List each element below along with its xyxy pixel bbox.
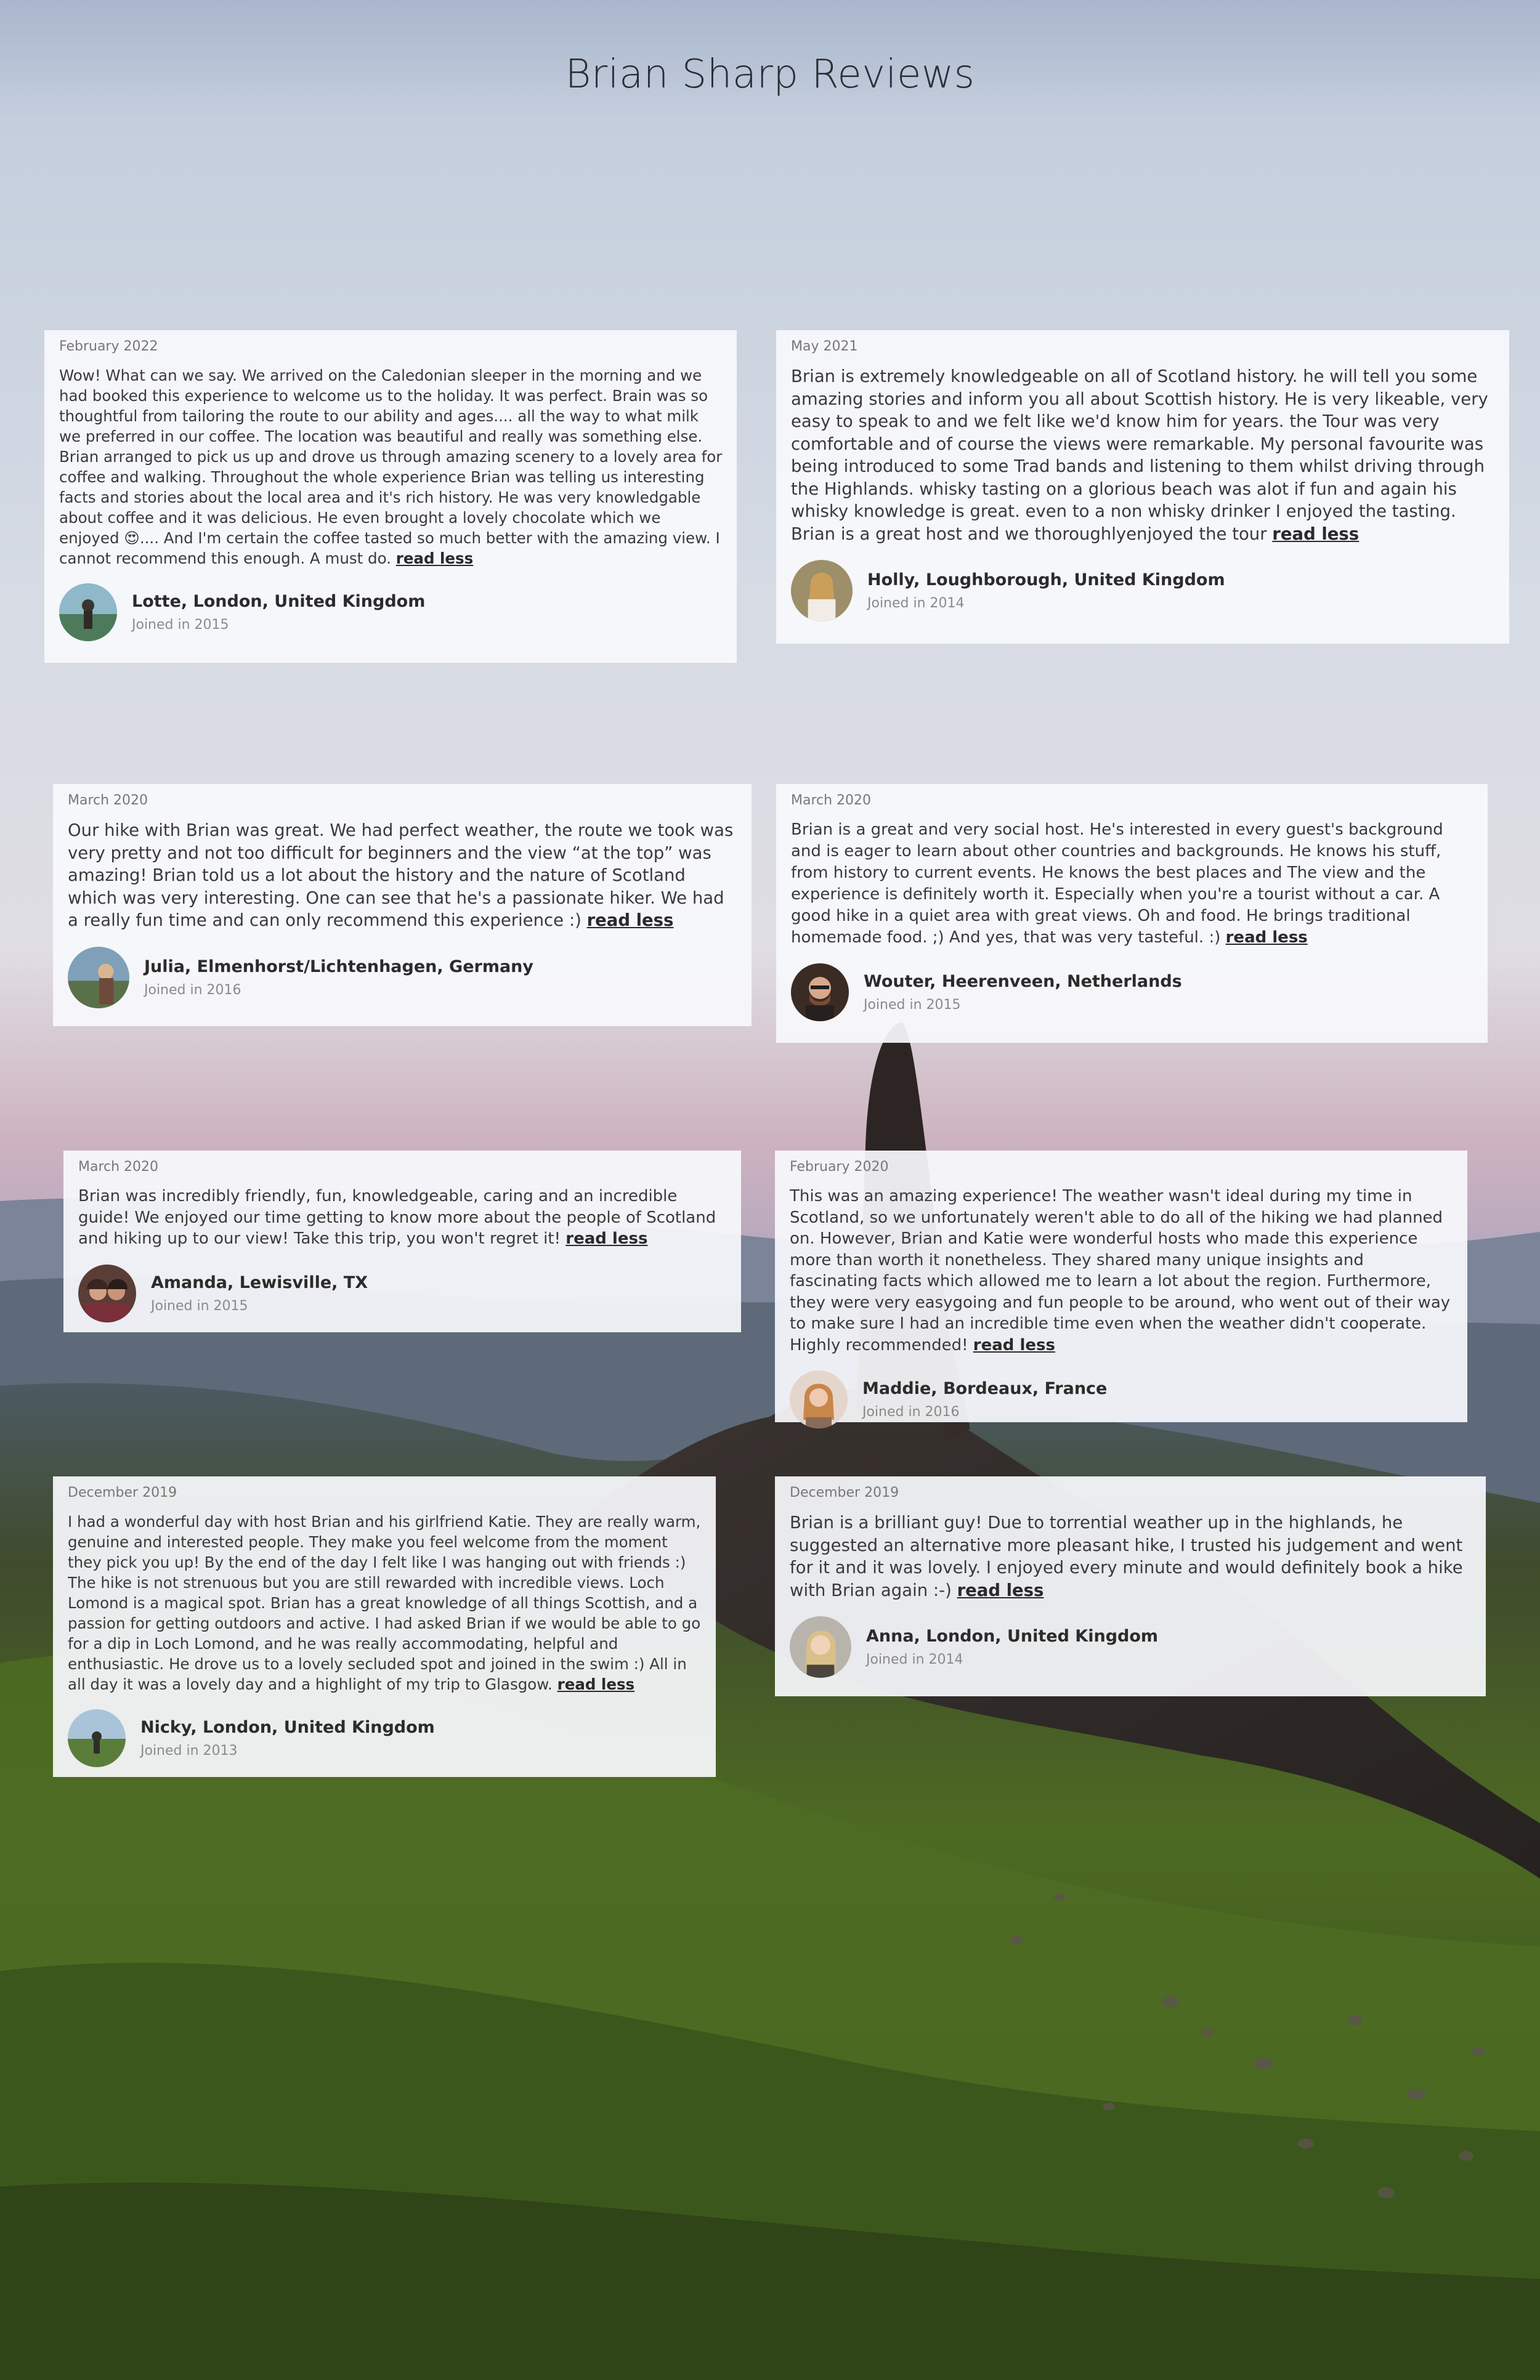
review-author	[68, 947, 738, 1008]
avatar[interactable]	[59, 583, 117, 641]
review-text: Brian is a great and very social host. He's interested in every guest's background and is eager to learn about other countries and backgrounds. He knows his stuff, from history to current events. He knows the best places and The view and the experience is definitely worth it. Especially when you're a tourist without a car. A good hike in a quiet area with great views. Oh and food. He brings traditional homemade food. ;) And yes, that was very tasteful. :) read less	[791, 820, 1443, 947]
avatar[interactable]	[790, 1370, 848, 1428]
review-card	[775, 1476, 1486, 1696]
author-name: Nicky, London, United Kingdom	[140, 1718, 435, 1737]
review-text: Brian was incredibly friendly, fun, knowledgeable, caring and an incredible guide! We enjoyed our time getting to know more about the people of Scotland and hiking up to our view! Take this trip, you won't regret it! read less	[78, 1187, 716, 1248]
review-date: December 2019	[790, 1485, 899, 1500]
review-date: March 2020	[78, 1159, 159, 1175]
review-author	[790, 1370, 1454, 1428]
review-card	[775, 1151, 1467, 1422]
author-name: Holly, Loughborough, United Kingdom	[867, 570, 1225, 589]
review-text: Brian is a brilliant guy! Due to torrential weather up in the highlands, he suggested an alternative more pleasant hike, I trusted his judgement and went for it and it was lovely. I enjoyed every minute and would definitely book a hike with Brian again :-) read less	[790, 1513, 1463, 1600]
read-less-link[interactable]: read less	[1272, 524, 1360, 544]
review-author	[790, 1616, 1472, 1678]
review-author	[59, 583, 723, 641]
author-joined: Joined in 2014	[866, 1652, 963, 1667]
review-author	[78, 1265, 727, 1322]
read-less-link[interactable]: read less	[1225, 928, 1308, 947]
author-name: Julia, Elmenhorst/Lichtenhagen, Germany	[144, 957, 533, 976]
avatar[interactable]	[68, 947, 129, 1008]
review-card	[53, 1476, 716, 1777]
review-author	[68, 1709, 702, 1767]
review-date: February 2020	[790, 1159, 889, 1175]
review-date: May 2021	[791, 339, 858, 354]
review-card	[776, 784, 1488, 1043]
review-author	[791, 963, 1474, 1021]
review-card	[44, 330, 737, 663]
author-joined: Joined in 2016	[144, 982, 241, 998]
read-less-link[interactable]: read less	[395, 549, 474, 567]
author-joined: Joined in 2016	[862, 1404, 960, 1420]
read-less-link[interactable]: read less	[973, 1335, 1055, 1354]
review-card	[63, 1151, 741, 1332]
review-date: February 2022	[59, 339, 158, 354]
author-name: Lotte, London, United Kingdom	[132, 592, 426, 611]
author-joined: Joined in 2015	[151, 1298, 248, 1314]
review-text: Brian is extremely knowledgeable on all of Scotland history. he will tell you some amazing stories and inform you all about Scottish history. He is very likeable, very easy to speak to and we felt like we'd know him for years. the Tour was very comfortable and of course the views were remarkable. My personal favourite was being introduced to some Trad bands and listening to them whilst driving through the Highlands. whisky tasting on a glorious beach was alot if fun and again his whisky knowledge is great. even to a non whisky drinker I enjoyed the tasting. Brian is a great host and we thoroughlyenjoyed the tour read less	[791, 366, 1488, 544]
review-date: March 2020	[68, 793, 148, 808]
author-joined: Joined in 2015	[864, 997, 961, 1013]
author-name: Anna, London, United Kingdom	[866, 1627, 1159, 1646]
author-name: Amanda, Lewisville, TX	[151, 1273, 368, 1292]
author-joined: Joined in 2015	[132, 617, 229, 633]
avatar[interactable]	[791, 560, 853, 621]
review-text: This was an amazing experience! The weather wasn't ideal during my time in Scotland, so we unfortunately weren't able to do all of the hiking we had planned on. However, Brian and Katie were wonderful hosts who made this experience more than worth it nonetheless. They shared many unique insights and fascinating facts which allowed me to learn a lot about the region. Furthermore, they were very easygoing and fun people to be around, who went out of their way to make sure I had an incredible time even when the weather didn't cooperate. Highly recommended! read less	[790, 1187, 1451, 1354]
avatar[interactable]	[78, 1265, 136, 1322]
avatar[interactable]	[790, 1616, 851, 1678]
review-text: Our hike with Brian was great. We had perfect weather, the route we took was very pretty and not too difficult for beginners and the view “at the top” was amazing! Brian told us a lot about the history and the nature of Scotland which was very interesting. One can see that he's a passionate hiker. We had a really fun time and can only recommend this experience :) read less	[68, 820, 734, 930]
read-less-link[interactable]: read less	[586, 910, 674, 930]
avatar[interactable]	[791, 963, 849, 1021]
read-less-link[interactable]: read less	[557, 1675, 635, 1693]
review-date: March 2020	[791, 793, 872, 808]
review-card	[776, 330, 1509, 644]
page-title: Brian Sharp Reviews	[565, 52, 975, 97]
review-date: December 2019	[68, 1485, 177, 1500]
read-less-link[interactable]: read less	[957, 1580, 1044, 1600]
review-author	[791, 560, 1496, 621]
review-text: Wow! What can we say. We arrived on the Caledonian sleeper in the morning and we had booked this experience to welcome us to the holiday. It was perfect. Brain was so thoughtful from tailoring the route to our ability and ages.... all the way to what milk we preferred in our coffee. The location was beautiful and really was something else. Brian arranged to pick us up and drove us through amazing scenery to a lovely area for coffee and walking. Throughout the whole experience Brian was telling us interesting facts and stories about the local area and it's rich history. He was very knowledgable about coffee and it was delicious. He even brought a lovely chocolate which we enjoyed 😍.... And I'm certain the coffee tasted so much better with the amazing view. I cannot recommend this enough. A must do. read less	[59, 366, 723, 567]
author-joined: Joined in 2013	[140, 1743, 238, 1759]
author-name: Wouter, Heerenveen, Netherlands	[864, 972, 1182, 991]
author-joined: Joined in 2014	[867, 596, 965, 611]
avatar[interactable]	[68, 1709, 126, 1767]
read-less-link[interactable]: read less	[565, 1229, 648, 1248]
author-name: Maddie, Bordeaux, France	[862, 1379, 1108, 1398]
review-card	[53, 784, 752, 1026]
review-text: I had a wonderful day with host Brian and his girlfriend Katie. They are really warm, genuine and interested people. They make you feel welcome from the moment they pick you up! By the end of the day I felt like I was hanging out with friends :) The hike is not strenuous but you are still rewarded with incredible views. Loch Lomond is a magical spot. Brian has a great knowledge of all things Scottish, and a passion for getting outdoors and active. I had asked Brian if we would be able to go for a dip in Loch Lomond, and he was really accommodating, helpful and enthusiastic. He drove us to a lovely secluded spot and joined in the swim :) All in all day it was a lovely day and a highlight of my trip to Glasgow. read less	[68, 1513, 701, 1693]
